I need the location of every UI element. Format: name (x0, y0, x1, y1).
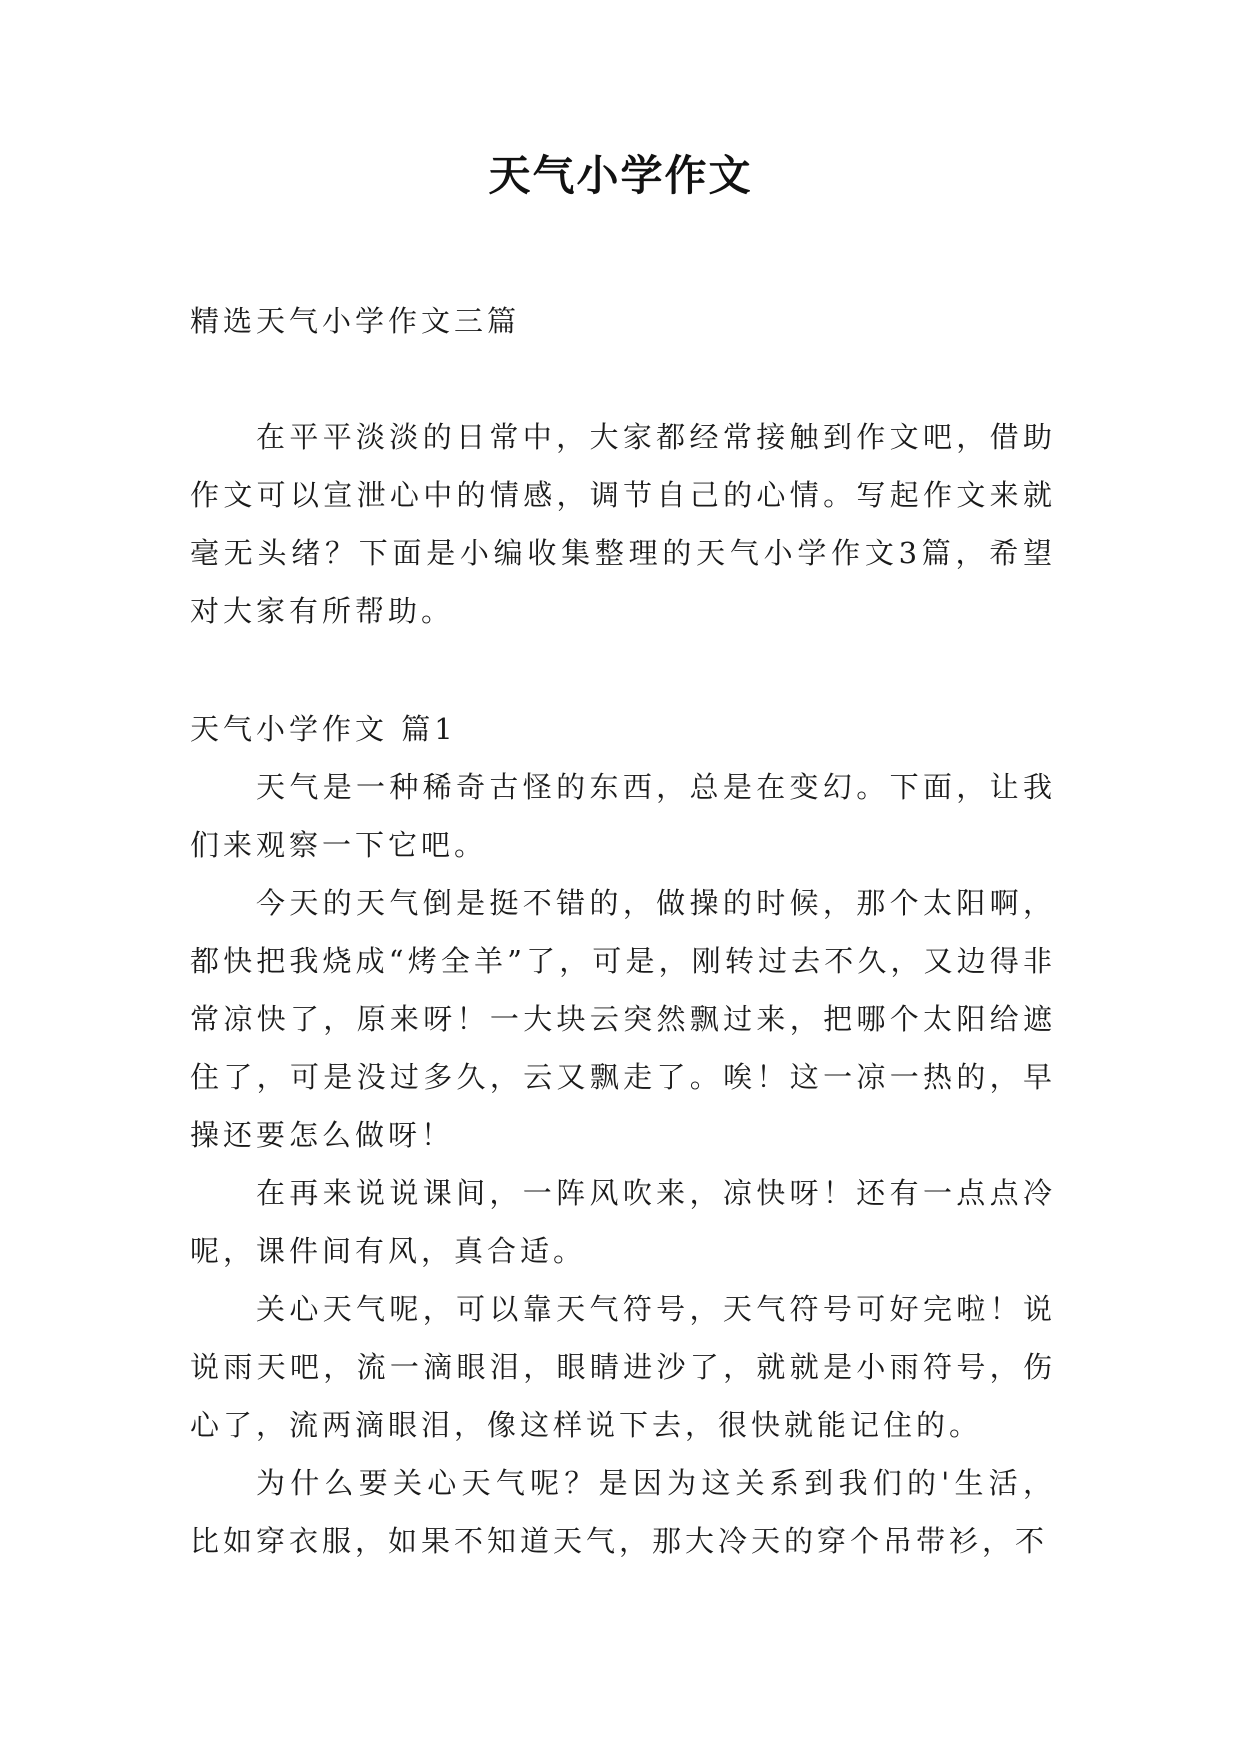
body-paragraph: 在再来说说课间，一阵风吹来，凉快呀！还有一点点冷呢，课件间有风，真合适。 (190, 1176, 1056, 1268)
section-heading: 天气小学作文 篇1 (190, 712, 457, 746)
intro-paragraph: 在平平淡淡的日常中，大家都经常接触到作文吧，借助作文可以宣泄心中的情感，调节自己的心情。写起作文来就毫无头绪？下面是小编收集整理的天气小学作文3篇，希望对大家有所帮助。 (190, 420, 1056, 628)
document-body (190, 292, 1056, 1570)
body-paragraph: 天气是一种稀奇古怪的东西，总是在变幻。下面，让我们来观察一下它吧。 (190, 770, 1056, 862)
body-paragraph: 为什么要关心天气呢？是因为这关系到我们的'生活，比如穿衣服，如果不知道天气，那大冷天的穿个吊带衫，不 (190, 1466, 1056, 1558)
document-title: 天气小学作文 (488, 151, 753, 200)
body-paragraph: 今天的天气倒是挺不错的，做操的时候，那个太阳啊，都快把我烧成“烤全羊”了，可是，刚转过去不久，又边得非常凉快了，原来呀！一大块云突然飘过来，把哪个太阳给遮住了，可是没过多久，云又飘走了。唉！这一凉一热的，早操还要怎么做呀！ (190, 886, 1056, 1152)
body-paragraph: 关心天气呢，可以靠天气符号，天气符号可好完啦！说说雨天吧，流一滴眼泪，眼睛进沙了，就就是小雨符号，伤心了，流两滴眼泪，像这样说下去，很快就能记住的。 (190, 1292, 1056, 1442)
document-subtitle: 精选天气小学作文三篇 (190, 304, 521, 338)
